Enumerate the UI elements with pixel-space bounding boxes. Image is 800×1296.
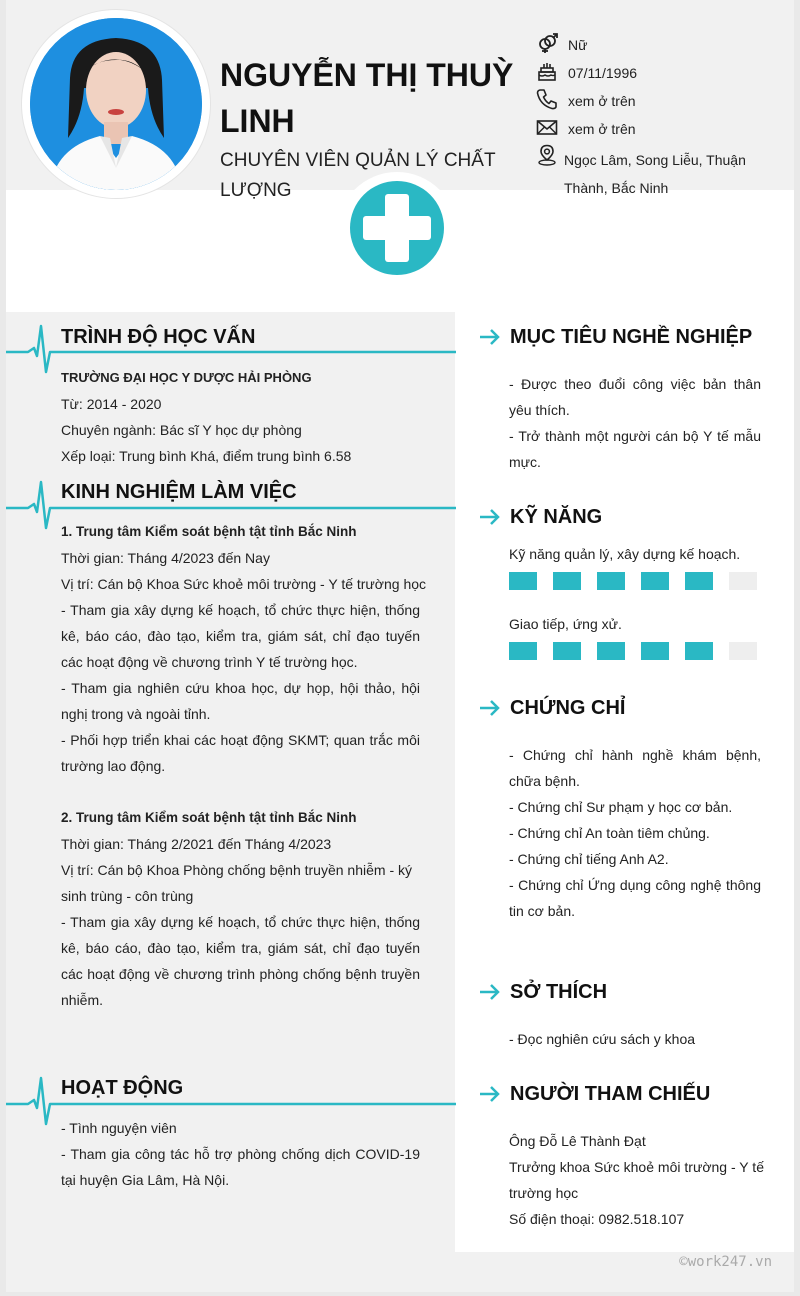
skill-bar-filled	[509, 572, 537, 590]
skill-bar-filled	[509, 642, 537, 660]
skills-arrow-icon	[479, 508, 501, 526]
skill-bar-filled	[553, 572, 581, 590]
certificate-item: - Chứng chỉ Ứng dụng công nghệ thông tin cơ bản.	[509, 877, 761, 919]
job-position: Vị trí: Cán bộ Khoa Sức khoẻ môi trường - Y tế trường học	[61, 576, 427, 592]
objective-arrow-icon	[479, 328, 501, 346]
references-title: NGƯỜI THAM CHIẾU	[510, 1083, 711, 1105]
certificate-item: - Chứng chỉ tiếng Anh A2.	[509, 851, 669, 867]
skill-level	[509, 572, 761, 590]
skill-bar-filled	[641, 642, 669, 660]
skill-name: Giao tiếp, ứng xử.	[509, 616, 622, 632]
education-grade: Xếp loại: Trung bình Khá, điểm trung bình 6.58	[61, 448, 352, 464]
reference-phone: Số điện thoại: 0982.518.107	[509, 1211, 685, 1227]
references-arrow-icon	[479, 1085, 501, 1103]
job-duty: - Tham gia xây dựng kế hoạch, tổ chức thực hiện, thống kê, báo cáo, đào tạo, kiểm tra, giám sát, chỉ đạo tuyến các hoạt động về chương trình Y tế trường học.	[61, 602, 420, 670]
activity-item: - Tham gia công tác hỗ trợ phòng chống dịch COVID-19 tại huyện Gia Lâm, Hà Nội.	[61, 1146, 420, 1188]
location-pin-icon	[536, 144, 558, 166]
medical-cross-icon	[349, 180, 445, 276]
email-text: xem ở trên	[568, 121, 636, 137]
watermark: ©work247.vn	[679, 1254, 772, 1270]
gender-icon	[536, 32, 558, 54]
skill-bar-empty	[729, 642, 757, 660]
education-title: TRÌNH ĐỘ HỌC VẤN	[61, 326, 256, 348]
email-icon	[536, 116, 558, 138]
gender-text: Nữ	[568, 37, 588, 53]
certificate-item: - Chứng chỉ An toàn tiêm chủng.	[509, 825, 710, 841]
phone-text: xem ở trên	[568, 93, 636, 109]
job-position: Vị trí: Cán bộ Khoa Phòng chống bệnh truyền nhiễm - ký sinh trùng - côn trùng	[61, 862, 412, 904]
address-text: Ngọc Lâm, Song Liễu, Thuận Thành, Bắc Ninh	[564, 152, 746, 196]
skills-title: KỸ NĂNG	[510, 506, 603, 528]
skill-bar-filled	[597, 642, 625, 660]
certificate-item: - Chứng chỉ hành nghề khám bệnh, chữa bệnh.	[509, 747, 761, 789]
reference-role: Trưởng khoa Sức khoẻ môi trường - Y tế trường học	[509, 1159, 764, 1201]
candidate-title: CHUYÊN VIÊN QUẢN LÝ CHẤT LƯỢNG	[220, 150, 496, 201]
education-major: Chuyên ngành: Bác sĩ Y học dự phòng	[61, 422, 302, 438]
education-period: Từ: 2014 - 2020	[61, 396, 162, 412]
job-time: Thời gian: Tháng 4/2023 đến Nay	[61, 550, 270, 566]
activity-item: - Tình nguyện viên	[61, 1120, 177, 1136]
skill-name: Kỹ năng quản lý, xây dựng kế hoạch.	[509, 546, 741, 562]
candidate-name: NGUYỄN THỊ THUỲ LINH	[220, 57, 514, 139]
skill-level	[509, 642, 761, 660]
certificates-arrow-icon	[479, 699, 501, 717]
activities-title: HOẠT ĐỘNG	[61, 1077, 184, 1099]
job-duty: - Tham gia xây dựng kế hoạch, tổ chức thực hiện, thống kê, báo cáo, đào tạo, kiểm tra, giám sát, chỉ đạo tuyến các hoạt động về chương trình phòng chống bệnh truyền nhiễm.	[61, 914, 420, 1008]
birthday-row	[536, 58, 786, 86]
phone-row	[536, 86, 786, 114]
job-duty: - Tham gia nghiên cứu khoa học, dự họp, hội thảo, hội nghị trong và ngoài tỉnh.	[61, 680, 420, 722]
birthday-text: 07/11/1996	[568, 65, 638, 81]
skill-bar-empty	[729, 572, 757, 590]
skill-bar-filled	[553, 642, 581, 660]
objective-item: - Trở thành một người cán bộ Y tế mẫu mực.	[509, 428, 761, 470]
address-row	[536, 142, 786, 198]
objective-item: - Được theo đuổi công việc bản thân yêu thích.	[509, 376, 761, 418]
email-row	[536, 114, 786, 142]
skill-bar-filled	[597, 572, 625, 590]
job-heading: 2. Trung tâm Kiểm soát bệnh tật tỉnh Bắc Ninh	[61, 810, 357, 825]
hobbies-arrow-icon	[479, 983, 501, 1001]
certificates-title: CHỨNG CHỈ	[510, 697, 626, 719]
contact-info	[536, 30, 786, 198]
hobby-item: - Đọc nghiên cứu sách y khoa	[509, 1031, 696, 1047]
skill-bar-filled	[641, 572, 669, 590]
gender-row	[536, 30, 786, 58]
reference-name: Ông Đỗ Lê Thành Đạt	[509, 1133, 646, 1149]
job-time: Thời gian: Tháng 2/2021 đến Tháng 4/2023	[61, 836, 332, 852]
birthday-cake-icon	[536, 60, 558, 82]
certificate-item: - Chứng chỉ Sư phạm y học cơ bản.	[509, 799, 733, 815]
hobbies-title: SỞ THÍCH	[510, 981, 608, 1003]
experience-title: KINH NGHIỆM LÀM VIỆC	[61, 481, 297, 503]
education-school: TRƯỜNG ĐẠI HỌC Y DƯỢC HẢI PHÒNG	[61, 370, 312, 385]
skill-bar-filled	[685, 642, 713, 660]
avatar	[30, 18, 202, 190]
skill-bar-filled	[685, 572, 713, 590]
job-duty: - Phối hợp triển khai các hoạt động SKMT; quan trắc môi trường lao động.	[61, 732, 420, 774]
objective-title: MỤC TIÊU NGHỀ NGHIỆP	[510, 326, 753, 348]
phone-icon	[536, 88, 558, 110]
job-heading: 1. Trung tâm Kiểm soát bệnh tật tỉnh Bắc Ninh	[61, 524, 357, 539]
